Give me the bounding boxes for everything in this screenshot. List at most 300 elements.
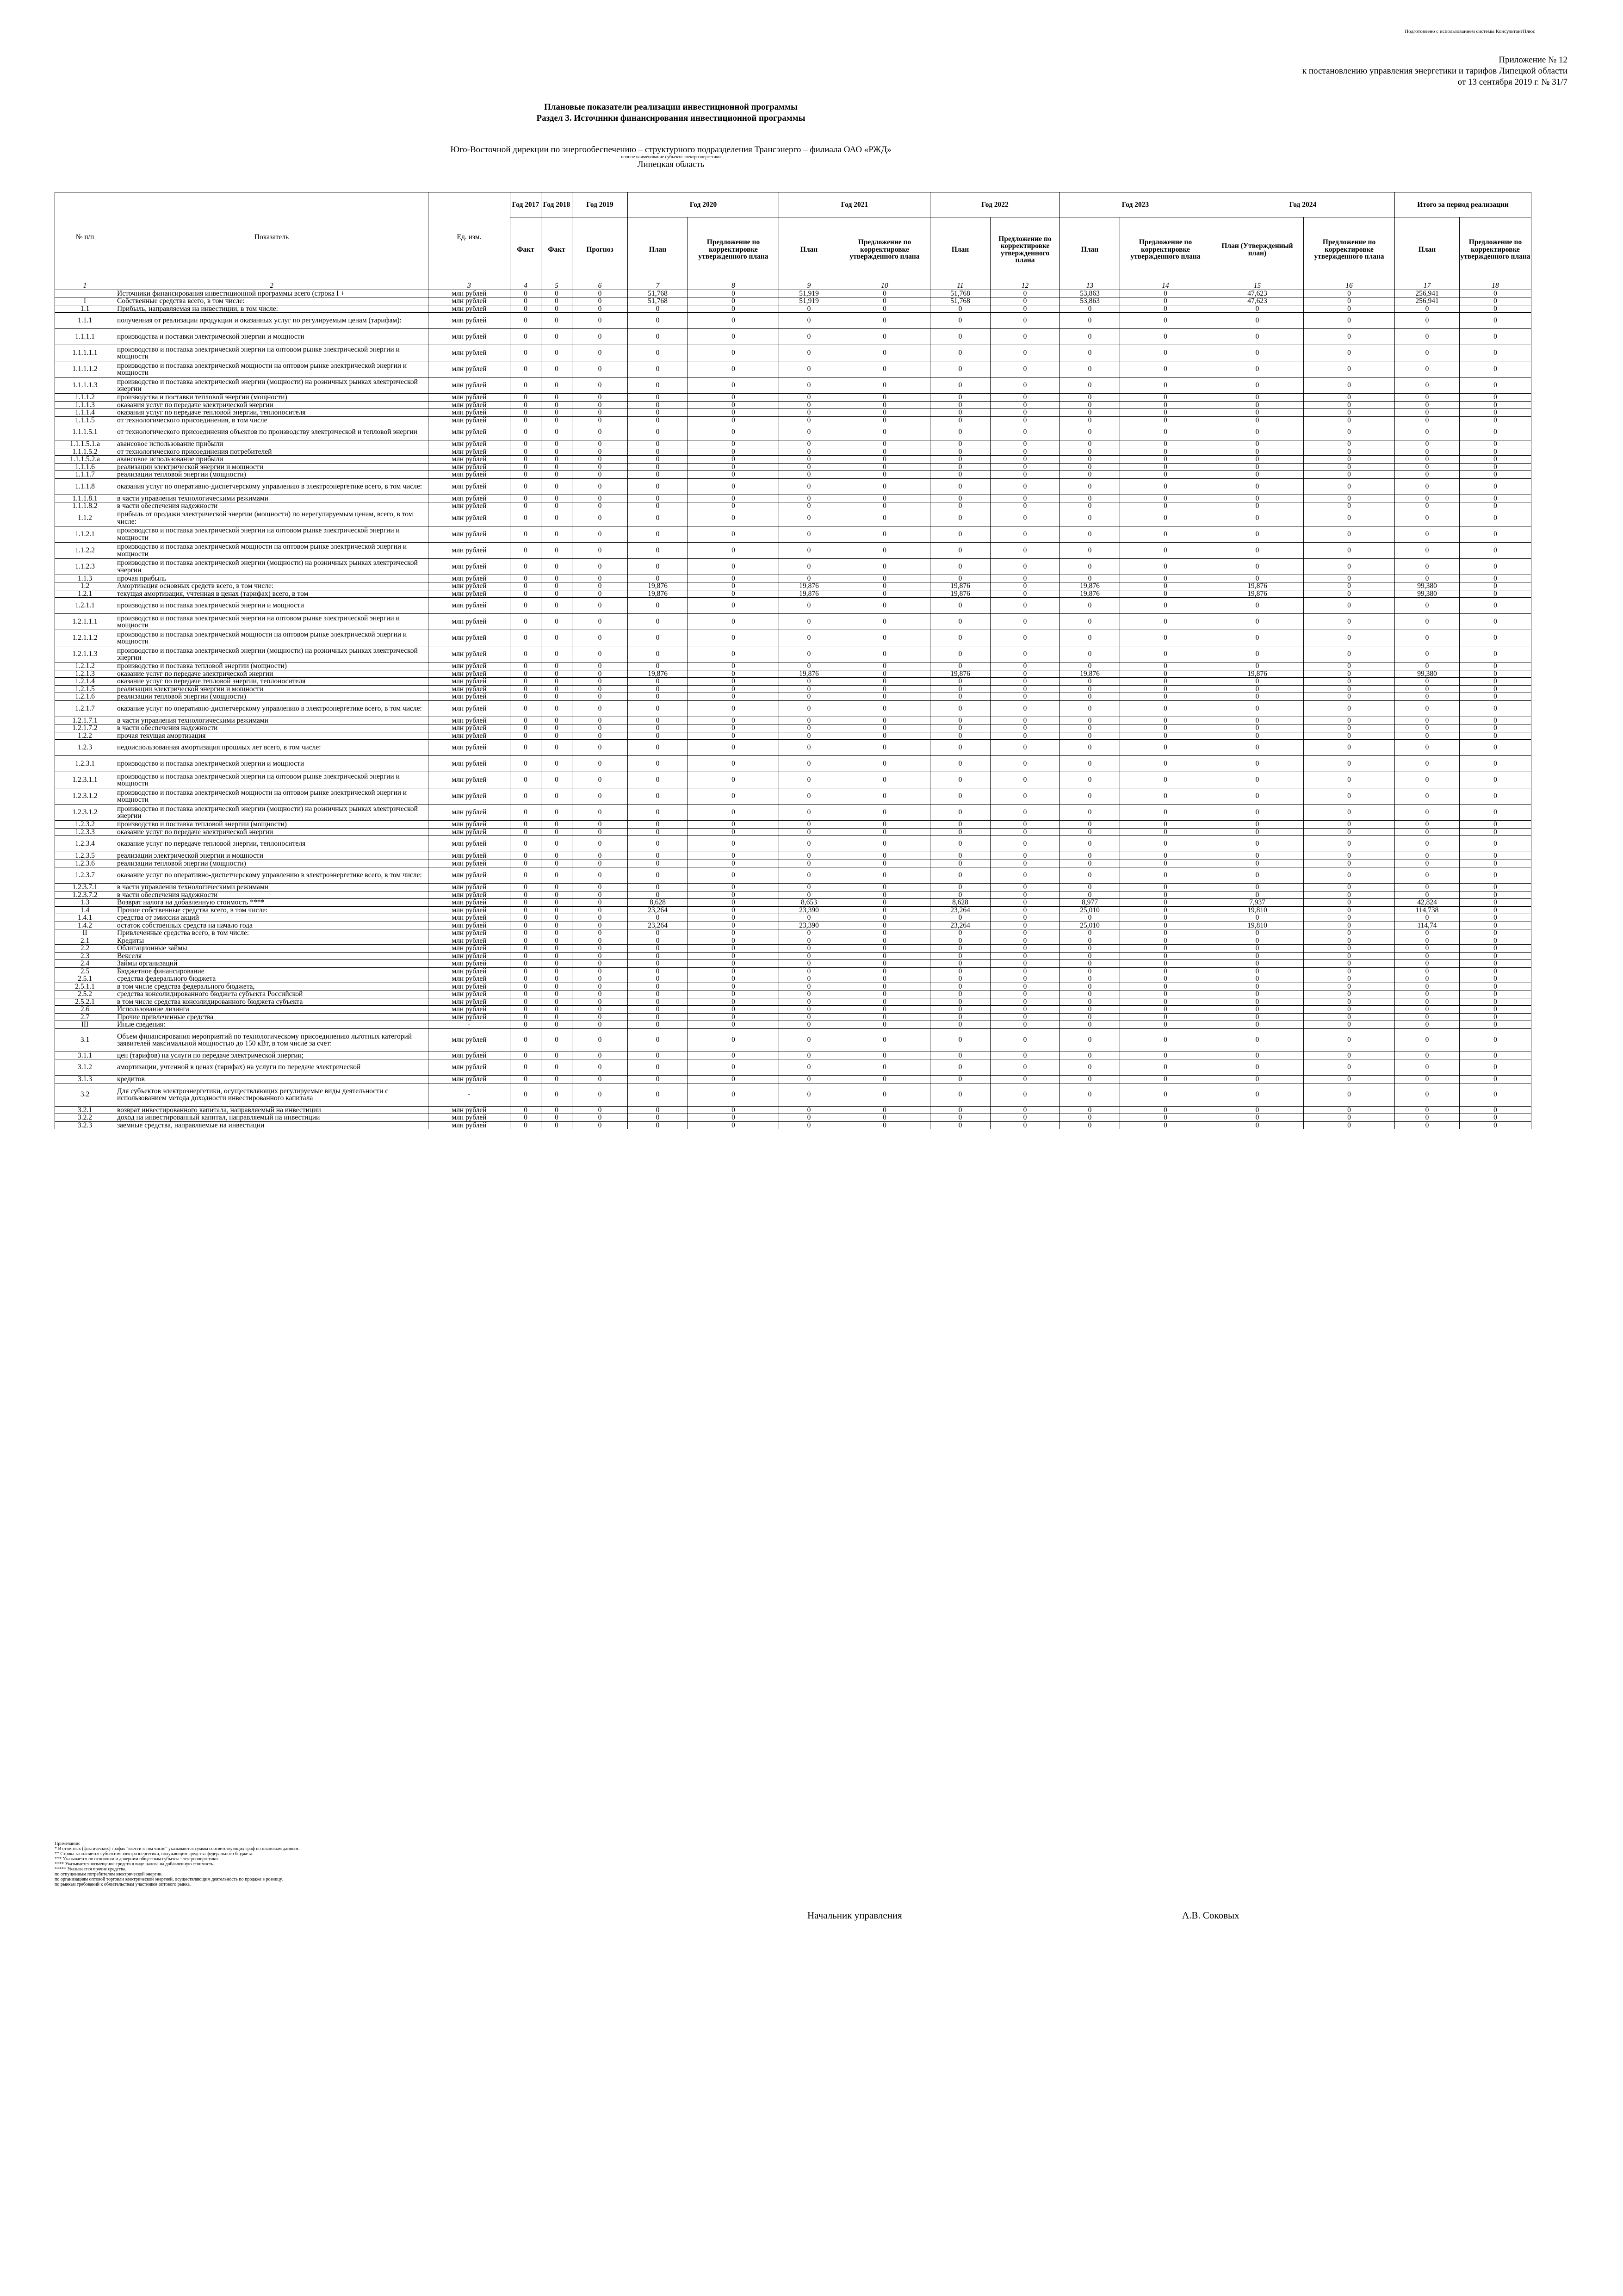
row-value: 0	[1211, 1006, 1304, 1014]
row-indicator: оказание услуг по передаче тепловой энергии, теплоносителя	[115, 836, 428, 852]
row-value: 0	[1395, 1114, 1460, 1122]
row-value: 0	[991, 929, 1060, 937]
row-value: 0	[991, 788, 1060, 805]
row-value: 0	[991, 1021, 1060, 1029]
row-value: 0	[572, 937, 628, 945]
header-proposal: Предложение по корректировке утвержденного плана	[1120, 217, 1211, 282]
row-value: 0	[930, 805, 991, 821]
row-value: 0	[1120, 828, 1211, 836]
row-value: 0	[930, 717, 991, 724]
row-value: 0	[991, 967, 1060, 975]
row-value: 0	[1460, 590, 1531, 598]
row-value: 0	[1060, 983, 1120, 990]
row-value: 0	[1060, 1114, 1120, 1122]
row-value: 0	[839, 756, 930, 772]
row-number: 1.2.1	[55, 590, 115, 598]
row-value: 0	[1460, 860, 1531, 867]
row-value: 0	[839, 614, 930, 630]
row-value: 0	[688, 678, 779, 686]
row-indicator: Привлеченные средства всего, в том числе:	[115, 929, 428, 937]
row-value: 0	[1211, 630, 1304, 646]
row-value: 99,380	[1395, 582, 1460, 590]
row-value: 0	[1060, 891, 1120, 899]
row-indicator: оказания услуг по оперативно-диспетчерскому управлению в электроэнергетике всего, в том числе:	[115, 478, 428, 495]
row-value: 0	[930, 821, 991, 829]
row-value: 0	[1304, 1021, 1395, 1029]
row-value: 99,380	[1395, 590, 1460, 598]
row-value: 0	[991, 424, 1060, 440]
row-value: 0	[572, 510, 628, 526]
row-value: 0	[510, 945, 541, 953]
row-value: 0	[839, 1059, 930, 1076]
row-value: 0	[839, 788, 930, 805]
row-value: 0	[991, 401, 1060, 409]
row-value: 0	[1211, 975, 1304, 983]
row-value: 0	[1120, 952, 1211, 960]
row-value: 47,623	[1211, 297, 1304, 305]
row-value: 0	[572, 662, 628, 670]
row-value: 0	[572, 828, 628, 836]
row-value: 0	[1211, 967, 1304, 975]
row-value: 0	[1120, 852, 1211, 860]
row-number: 1.1.1.1.1	[55, 345, 115, 361]
table-row	[55, 990, 1531, 998]
row-value: 0	[930, 510, 991, 526]
row-value: 0	[1395, 821, 1460, 829]
row-value: 0	[991, 361, 1060, 378]
column-number: 9	[779, 282, 839, 290]
row-value: 0	[572, 891, 628, 899]
row-value: 0	[1120, 456, 1211, 464]
row-value: 0	[839, 297, 930, 305]
signature-name: А.В. Соковых	[1182, 1910, 1239, 1921]
row-indicator: производство и поставка электрической энергии на оптовом рынке электрической энергии и мощности	[115, 772, 428, 788]
row-value: 0	[1120, 582, 1211, 590]
row-value: 0	[628, 693, 688, 701]
row-value: 0	[1060, 685, 1120, 693]
row-value: 0	[1120, 990, 1211, 998]
row-value: 0	[541, 929, 572, 937]
row-value: 0	[541, 717, 572, 724]
row-indicator: Облигационные займы	[115, 945, 428, 953]
row-indicator: производство и поставка электрической энергии на оптовом рынке электрической энергии и мощности	[115, 526, 428, 542]
row-value: 0	[1395, 542, 1460, 558]
row-value: 0	[541, 614, 572, 630]
row-unit: млн рублей	[428, 424, 510, 440]
row-value: 0	[628, 1013, 688, 1021]
row-value: 0	[541, 821, 572, 829]
row-value: 0	[1060, 1076, 1120, 1083]
row-indicator: оказание услуг по оперативно-диспетчерскому управлению в электроэнергетике всего, в том числе:	[115, 867, 428, 884]
row-value: 0	[541, 558, 572, 575]
row-value: 0	[688, 983, 779, 990]
row-value: 0	[779, 440, 839, 448]
row-value: 0	[839, 945, 930, 953]
row-indicator: прибыль от продажи электрической энергии (мощности) по нерегулируемым ценам, всего, в том числе:	[115, 510, 428, 526]
row-value: 0	[1211, 724, 1304, 732]
row-value: 0	[572, 788, 628, 805]
row-value: 0	[688, 394, 779, 402]
row-value: 23,390	[779, 922, 839, 929]
row-value: 0	[1060, 788, 1120, 805]
row-value: 0	[510, 929, 541, 937]
row-value: 0	[1304, 836, 1395, 852]
row-value: 0	[510, 678, 541, 686]
row-value: 0	[1120, 440, 1211, 448]
row-value: 0	[779, 478, 839, 495]
appendix-line-1: Приложение № 12	[1499, 55, 1567, 65]
column-number: 17	[1395, 282, 1460, 290]
row-value: 0	[628, 510, 688, 526]
row-value: 0	[1060, 732, 1120, 740]
row-value: 0	[510, 1106, 541, 1114]
row-value: 0	[510, 662, 541, 670]
row-number: 1.2.3.1.2	[55, 805, 115, 821]
table-row	[55, 394, 1531, 402]
row-value: 0	[628, 526, 688, 542]
row-value: 0	[1060, 805, 1120, 821]
row-value: 0	[1395, 772, 1460, 788]
table-row	[55, 361, 1531, 378]
row-value: 0	[572, 440, 628, 448]
row-value: 0	[510, 732, 541, 740]
row-value: 0	[1120, 646, 1211, 662]
row-value: 0	[930, 860, 991, 867]
row-value: 0	[1120, 329, 1211, 345]
section-title: Раздел 3. Источники финансирования инвестиционной программы	[536, 113, 805, 123]
row-indicator: от технологического присоединения, в том числе	[115, 416, 428, 424]
row-value: 0	[541, 906, 572, 914]
row-value: 0	[991, 975, 1060, 983]
row-indicator: производство и поставка электрической энергии (мощности) на розничных рынках электрической энергии	[115, 378, 428, 394]
row-value: 0	[991, 1052, 1060, 1059]
row-value: 0	[572, 929, 628, 937]
row-value: 0	[991, 945, 1060, 953]
row-value: 0	[839, 502, 930, 510]
row-value: 0	[1120, 526, 1211, 542]
row-value: 0	[510, 891, 541, 899]
row-value: 0	[1060, 717, 1120, 724]
row-value: 0	[510, 1059, 541, 1076]
row-value: 0	[572, 836, 628, 852]
row-value: 0	[510, 290, 541, 297]
row-value: 0	[1211, 693, 1304, 701]
row-value: 0	[839, 906, 930, 914]
row-value: 53,863	[1060, 290, 1120, 297]
row-value: 0	[688, 416, 779, 424]
row-value: 0	[991, 1083, 1060, 1106]
row-value: 0	[541, 598, 572, 614]
row-unit: млн рублей	[428, 456, 510, 464]
row-value: 0	[628, 860, 688, 867]
row-value: 0	[930, 990, 991, 998]
row-value: 0	[572, 914, 628, 922]
row-value: 0	[1395, 558, 1460, 575]
row-value: 0	[1211, 852, 1304, 860]
row-value: 0	[1060, 424, 1120, 440]
row-value: 0	[839, 582, 930, 590]
row-value: 0	[628, 756, 688, 772]
row-value: 0	[1060, 662, 1120, 670]
row-unit: млн рублей	[428, 305, 510, 313]
row-value: 0	[628, 700, 688, 717]
header-plan: План	[930, 217, 991, 282]
row-value: 0	[1211, 828, 1304, 836]
row-value: 0	[779, 448, 839, 456]
row-value: 0	[1395, 1021, 1460, 1029]
row-unit: млн рублей	[428, 510, 510, 526]
row-indicator: реализации электрической энергии и мощности	[115, 463, 428, 471]
row-value: 0	[541, 1059, 572, 1076]
row-value: 0	[779, 1021, 839, 1029]
row-number: 2.5.1.1	[55, 983, 115, 990]
row-value: 0	[572, 542, 628, 558]
row-value: 0	[839, 1006, 930, 1014]
row-value: 0	[1395, 345, 1460, 361]
row-value: 0	[541, 456, 572, 464]
row-value: 0	[839, 1121, 930, 1129]
row-value: 0	[1120, 906, 1211, 914]
row-value: 0	[1211, 867, 1304, 884]
column-number: 3	[428, 282, 510, 290]
row-value: 0	[628, 937, 688, 945]
row-value: 0	[1304, 1083, 1395, 1106]
row-value: 0	[991, 891, 1060, 899]
row-value: 0	[541, 960, 572, 968]
row-value: 99,380	[1395, 670, 1460, 678]
row-value: 0	[510, 297, 541, 305]
row-unit: -	[428, 1083, 510, 1106]
row-value: 0	[572, 305, 628, 313]
row-value: 0	[572, 678, 628, 686]
row-value: 0	[572, 416, 628, 424]
row-value: 0	[1395, 456, 1460, 464]
row-value: 0	[1395, 724, 1460, 732]
row-value: 0	[688, 646, 779, 662]
row-number: 1.2.3.1.2	[55, 788, 115, 805]
row-unit: млн рублей	[428, 685, 510, 693]
row-value: 0	[1460, 836, 1531, 852]
row-unit: млн рублей	[428, 1006, 510, 1014]
row-value: 0	[1460, 1083, 1531, 1106]
row-value: 0	[628, 772, 688, 788]
row-value: 0	[572, 463, 628, 471]
row-value: 0	[839, 922, 930, 929]
row-value: 0	[541, 542, 572, 558]
column-number: 10	[839, 282, 930, 290]
row-value: 0	[510, 967, 541, 975]
row-value: 8,628	[628, 899, 688, 907]
row-number: II	[55, 929, 115, 937]
row-value: 0	[930, 772, 991, 788]
row-value: 0	[779, 805, 839, 821]
row-number: 1.1.1.3	[55, 401, 115, 409]
row-indicator: реализации тепловой энергии (мощности)	[115, 471, 428, 479]
row-value: 0	[1211, 805, 1304, 821]
row-unit: млн рублей	[428, 836, 510, 852]
row-value: 0	[930, 1021, 991, 1029]
row-value: 0	[628, 575, 688, 582]
row-value: 0	[1120, 717, 1211, 724]
row-value: 0	[628, 1059, 688, 1076]
row-value: 0	[1060, 646, 1120, 662]
organization-name: Юго-Восточной дирекции по энергообеспечению – структурного подразделения Трансэнерго – филиала ОАО «РЖД»	[450, 145, 892, 155]
row-value: 0	[1304, 1028, 1395, 1052]
table-row	[55, 1006, 1531, 1014]
row-value: 0	[930, 788, 991, 805]
row-value: 0	[839, 884, 930, 891]
row-value: 0	[839, 899, 930, 907]
row-value: 0	[1460, 662, 1531, 670]
row-value: 0	[1395, 614, 1460, 630]
row-value: 0	[1460, 952, 1531, 960]
row-unit: млн рублей	[428, 670, 510, 678]
row-value: 0	[1120, 1013, 1211, 1021]
row-value: 0	[541, 590, 572, 598]
table-row	[55, 975, 1531, 983]
row-value: 0	[1395, 975, 1460, 983]
row-indicator: Собственные средства всего, в том числе:	[115, 297, 428, 305]
table-row	[55, 700, 1531, 717]
note-line: по рынкам требований к обязательствам участников оптового рынка.	[55, 1882, 191, 1887]
row-value: 0	[628, 836, 688, 852]
row-number: 3.2	[55, 1083, 115, 1106]
row-indicator: производство и поставка электрической мощности на оптовом рынке электрической энергии и мощности	[115, 788, 428, 805]
row-number: 1.1.1.8.1	[55, 495, 115, 502]
column-number: 18	[1460, 282, 1531, 290]
row-value: 0	[1211, 1114, 1304, 1122]
row-value: 0	[1395, 448, 1460, 456]
row-value: 0	[1120, 967, 1211, 975]
row-value: 0	[541, 582, 572, 590]
row-value: 0	[688, 614, 779, 630]
row-value: 0	[628, 646, 688, 662]
row-value: 0	[991, 860, 1060, 867]
row-number: 1.2.3.6	[55, 860, 115, 867]
row-value: 0	[1120, 891, 1211, 899]
row-value: 0	[779, 1121, 839, 1129]
row-value: 0	[1460, 478, 1531, 495]
row-number: 3.1.1	[55, 1052, 115, 1059]
row-value: 0	[572, 693, 628, 701]
row-value: 0	[1304, 821, 1395, 829]
table-row	[55, 740, 1531, 756]
row-value: 0	[991, 456, 1060, 464]
row-value: 0	[930, 575, 991, 582]
row-value: 19,876	[779, 670, 839, 678]
row-value: 0	[688, 1013, 779, 1021]
row-value: 0	[1120, 945, 1211, 953]
row-unit: млн рублей	[428, 440, 510, 448]
row-value: 0	[1460, 416, 1531, 424]
table-row	[55, 463, 1531, 471]
row-value: 0	[1395, 891, 1460, 899]
row-value: 0	[1460, 805, 1531, 821]
row-value: 19,810	[1211, 922, 1304, 929]
row-value: 0	[1211, 495, 1304, 502]
row-value: 0	[572, 448, 628, 456]
row-value: 0	[839, 929, 930, 937]
row-value: 0	[779, 828, 839, 836]
row-unit: млн рублей	[428, 598, 510, 614]
row-value: 0	[1211, 305, 1304, 313]
row-value: 0	[1120, 756, 1211, 772]
column-number: 11	[930, 282, 991, 290]
row-value: 0	[779, 772, 839, 788]
row-value: 0	[541, 495, 572, 502]
row-value: 0	[510, 1006, 541, 1014]
row-value: 0	[1120, 361, 1211, 378]
row-value: 0	[1060, 1028, 1120, 1052]
row-value: 0	[839, 361, 930, 378]
row-value: 0	[541, 1013, 572, 1021]
row-indicator: недоиспользованная амортизация прошлых лет всего, в том числе:	[115, 740, 428, 756]
row-value: 0	[839, 630, 930, 646]
row-value: 0	[510, 361, 541, 378]
row-value: 0	[1211, 614, 1304, 630]
row-value: 23,264	[930, 906, 991, 914]
row-value: 0	[1395, 1076, 1460, 1083]
row-value: 0	[1460, 1121, 1531, 1129]
row-value: 0	[628, 952, 688, 960]
row-number: 1.1.2.3	[55, 558, 115, 575]
row-value: 0	[572, 724, 628, 732]
row-indicator: Прочие привлеченные средства	[115, 1013, 428, 1021]
row-value: 0	[510, 952, 541, 960]
row-value: 0	[572, 1106, 628, 1114]
row-value: 19,876	[930, 670, 991, 678]
row-value: 0	[688, 305, 779, 313]
row-value: 0	[779, 1028, 839, 1052]
row-value: 0	[510, 805, 541, 821]
row-number: 1.1.1.5	[55, 416, 115, 424]
row-value: 0	[930, 416, 991, 424]
row-value: 0	[510, 1013, 541, 1021]
row-value: 0	[779, 542, 839, 558]
row-value: 0	[1120, 914, 1211, 922]
row-value: 0	[991, 960, 1060, 968]
row-value: 0	[779, 756, 839, 772]
row-value: 0	[572, 495, 628, 502]
row-value: 0	[572, 598, 628, 614]
row-value: 0	[1304, 401, 1395, 409]
row-value: 0	[779, 329, 839, 345]
row-value: 0	[688, 1059, 779, 1076]
row-value: 0	[628, 361, 688, 378]
row-value: 0	[839, 852, 930, 860]
row-unit: млн рублей	[428, 630, 510, 646]
row-value: 0	[1060, 345, 1120, 361]
row-indicator: оказания услуг по передаче тепловой энергии, теплоносителя	[115, 409, 428, 417]
row-value: 0	[1395, 756, 1460, 772]
row-value: 0	[839, 378, 930, 394]
organization-block	[0, 145, 1342, 169]
row-unit: млн рублей	[428, 990, 510, 998]
row-value: 23,264	[930, 922, 991, 929]
row-value: 0	[1395, 1106, 1460, 1114]
row-value: 0	[1460, 975, 1531, 983]
row-value: 0	[1304, 983, 1395, 990]
row-value: 0	[688, 440, 779, 448]
table-row	[55, 416, 1531, 424]
row-value: 0	[541, 510, 572, 526]
row-value: 0	[1395, 510, 1460, 526]
row-value: 0	[1211, 329, 1304, 345]
row-indicator: оказания услуг по передаче электрической энергии	[115, 401, 428, 409]
header-plan: План	[1395, 217, 1460, 282]
row-value: 0	[1304, 867, 1395, 884]
row-value: 0	[930, 891, 991, 899]
